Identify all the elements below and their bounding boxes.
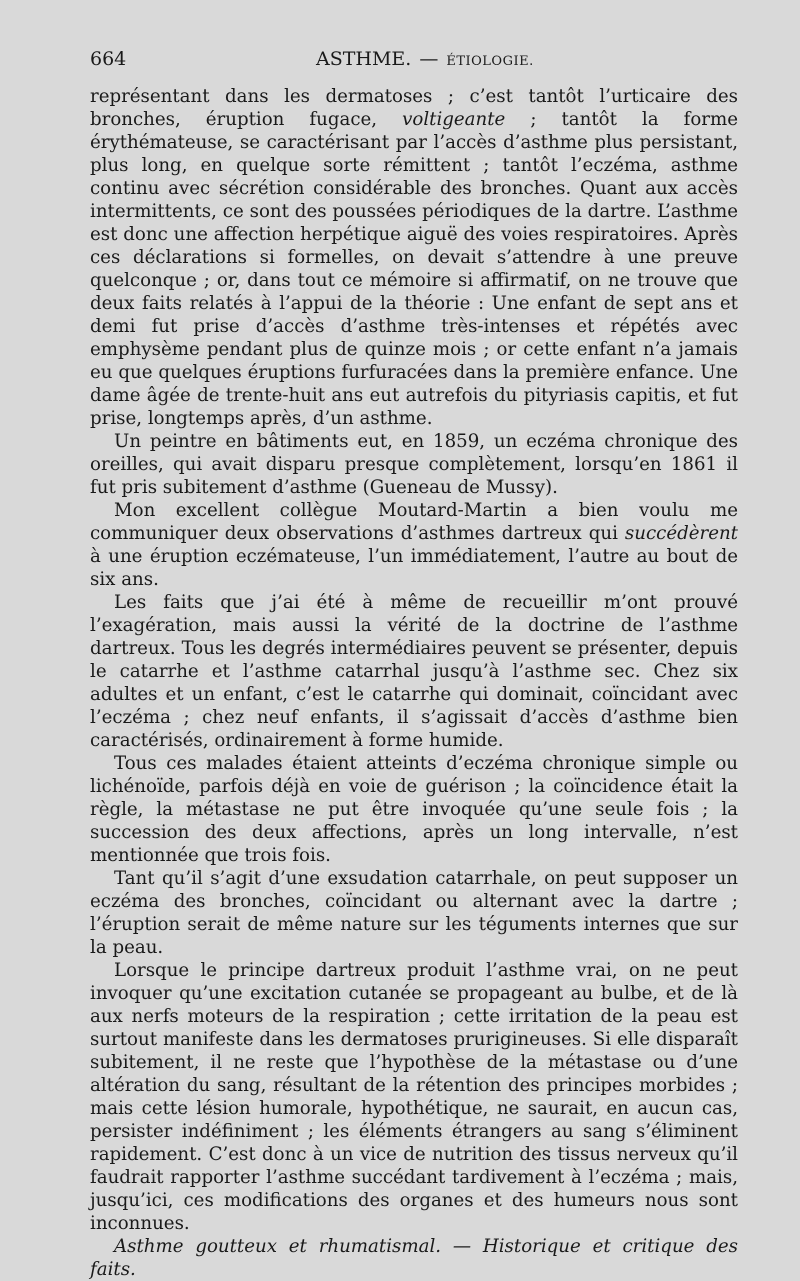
paragraph-6: Tant qu’il s’agit d’une exsudation catarrhale, on peut supposer un eczéma des bronches, coïncidant ou alternant avec la dartre ; l’éruption serait de même nature sur les téguments internes que sur la peau. xyxy=(90,868,738,958)
paragraph-7: Lorsque le principe dartreux produit l’asthme vrai, on ne peut invoquer qu’une excitation cutanée se propageant au bulbe, et de là aux nerfs moteurs de la respiration ; cette irritation de la peau est surtout manifeste dans les dermatoses prurigineuses. Si elle disparaît subitement, il ne reste que l’hypothèse de la métastase ou d’une altération du sang, résultant de la rétention des principes morbides ; mais cette lésion humorale, hypothétique, ne saurait, en aucun cas, persister indéfiniment ; les éléments étrangers au sang s’éliminent rapidement. C’est donc à un vice de nutrition des tissus nerveux qu’il faudrait rapporter l’asthme succédant tardivement à l’eczéma ; mais, jusqu’ici, ces modifications des organes et des humeurs nous sont inconnues. xyxy=(90,960,738,1234)
paragraph-1-text-a: représentant dans les dermatoses ; c’est tantôt l’urticaire des bronches, éruption fugace, xyxy=(90,86,738,130)
paragraph-4: Les faits que j’ai été à même de recueillir m’ont prouvé l’exagération, mais aussi la vérité de la doctrine de l’asthme dartreux. Tous les degrés intermédiaires peuvent se présenter, depuis le catarrhe et l’asthme catarrhal jusqu’à l’asthme sec. Chez six adultes et un enfant, c’est le catarrhe qui dominait, coïncidant avec l’eczéma ; chez neuf enfants, il s’agissait d’accès d’asthme bien caractérisés, ordinairement à forme humide. xyxy=(90,592,738,751)
running-title-main: ASTHME. xyxy=(316,48,412,70)
paragraph-5: Tous ces malades étaient atteints d’eczéma chronique simple ou lichénoïde, parfois déjà en voie de guérison ; la coïncidence était la règle, la métastase ne put être invoquée qu’une seule fois ; la succession des deux affections, après un long intervalle, n’est mentionnée que trois fois. xyxy=(90,753,738,866)
page-body xyxy=(90,85,738,1281)
running-title-dash: — xyxy=(419,48,439,70)
paragraph-3-text-c: à une éruption eczémateuse, l’un immédiatement, l’autre au bout de six ans. xyxy=(90,546,738,590)
paragraph-1-text-c: ; tantôt la forme érythémateuse, se caractérisant par l’accès d’asthme plus persistant, plus long, en quelque sorte rémittent ; tantôt l’eczéma, asthme continu avec sécrétion considérable des bronches. Quant aux accès intermittents, ce sont des poussées périodiques de la dartre. L’asthme est donc une affection herpétique aiguë des voies respiratoires. Après ces déclarations si formelles, on devait s’attendre à une preuve quelconque ; or, dans tout ce mémoire si affirmatif, on ne trouve que deux faits relatés à l’appui de la théorie : Une enfant de sept ans et demi fut prise d’accès d’asthme très-intenses et répétés avec emphysème pendant plus de quinze mois ; or cette enfant n’a jamais eu que quelques éruptions furfuracées dans la première enfance. Une dame âgée de trente-huit ans eut autrefois du pityriasis capitis, et fut prise, longtemps après, d’un asthme. xyxy=(90,109,738,429)
paragraph-2: Un peintre en bâtiments eut, en 1859, un eczéma chronique des oreilles, qui avait disparu presque complètement, lorsqu’en 1861 il fut pris subitement d’asthme (Gueneau de Mussy). xyxy=(90,431,738,498)
section-heading-text: Asthme goutteux et rhumatismal. — Historique et critique des faits. xyxy=(90,1236,738,1280)
running-header xyxy=(90,48,738,76)
paragraph-1-italic: voltigeante xyxy=(402,109,506,130)
paragraph-3-italic: succédèrent xyxy=(624,523,738,544)
page-number: 664 xyxy=(90,48,127,70)
running-title xyxy=(316,48,534,70)
running-title-section: ÉTIOLOGIE. xyxy=(446,54,534,69)
section-heading xyxy=(90,1235,738,1281)
paragraph-3 xyxy=(90,499,738,591)
paragraph-1 xyxy=(90,85,738,430)
paragraph-3-text-a: Mon excellent collègue Moutard-Martin a bien voulu me communiquer deux observations d’asthmes dartreux qui xyxy=(90,500,738,544)
